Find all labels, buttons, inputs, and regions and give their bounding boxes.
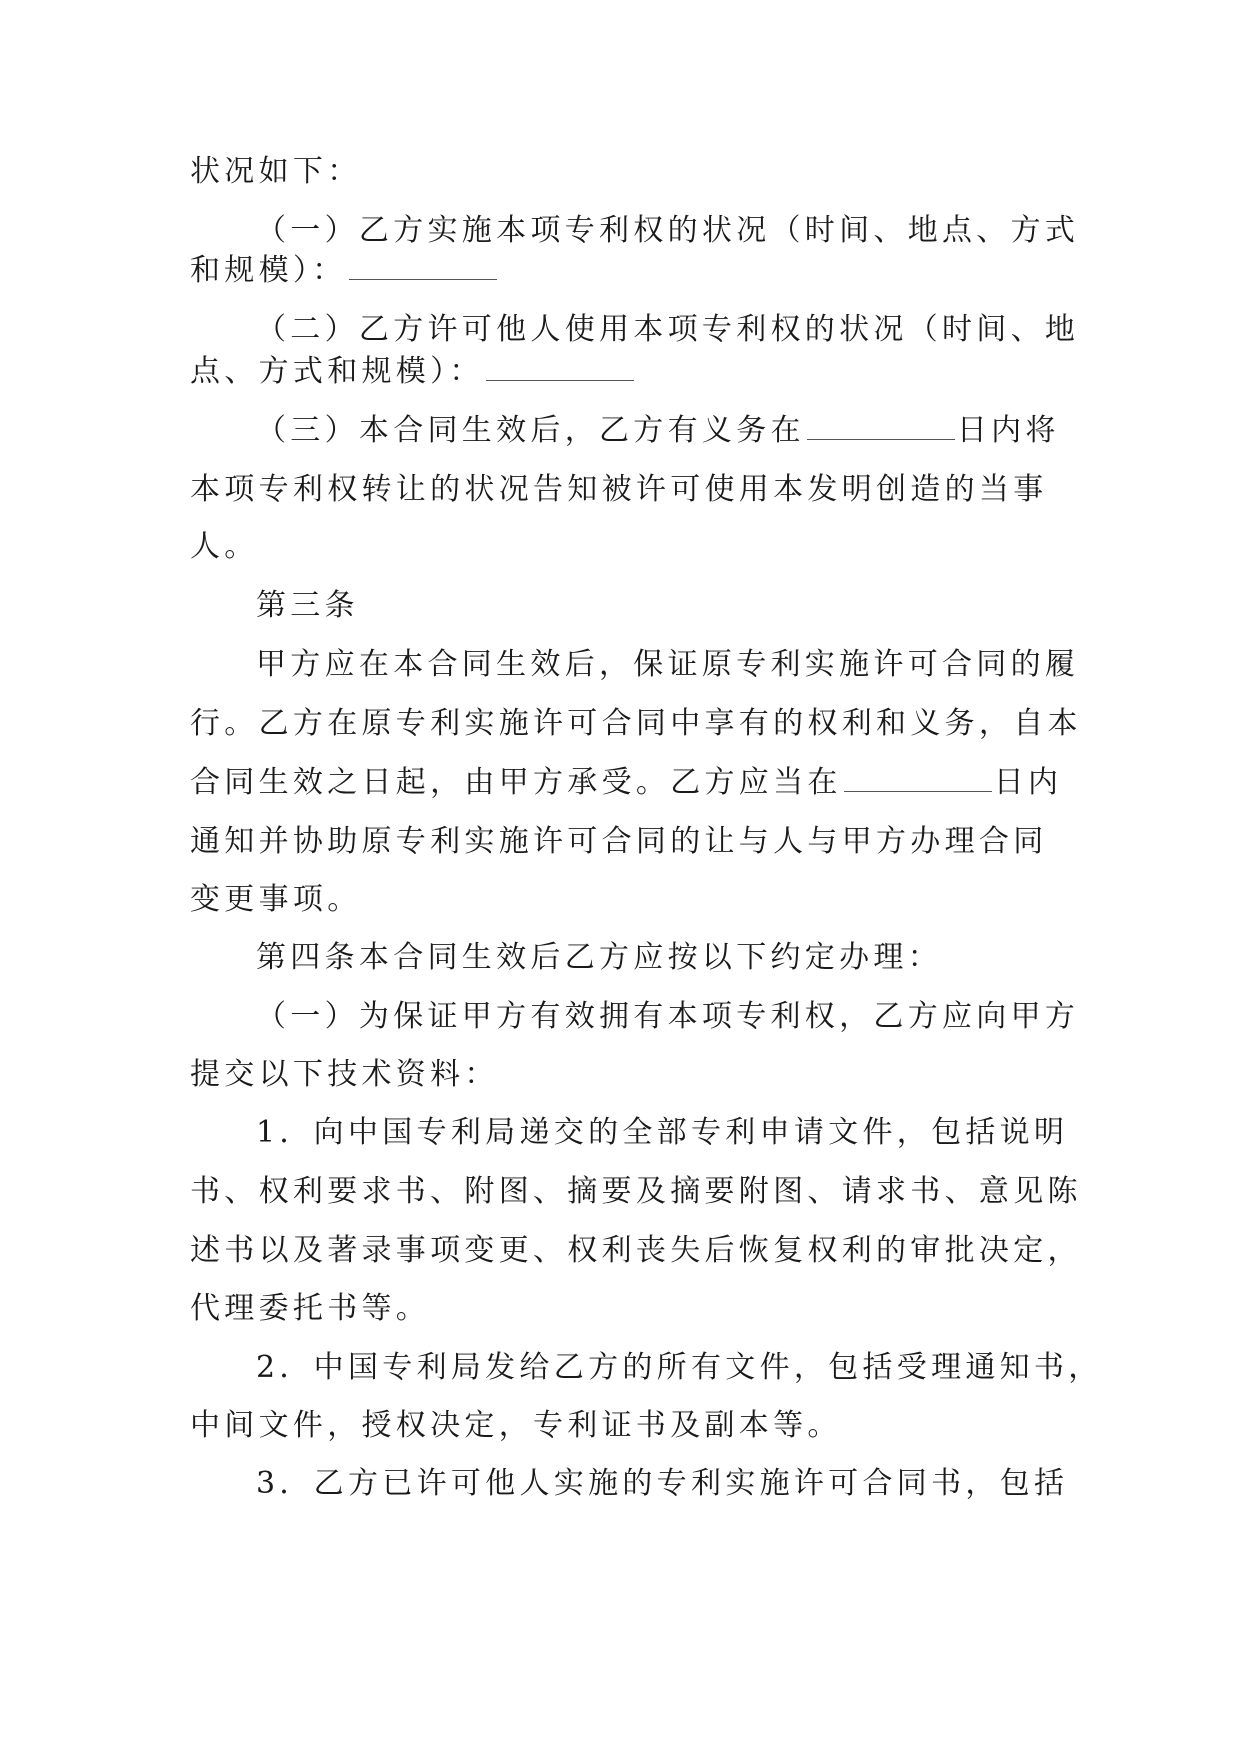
text-line-16 bbox=[256, 997, 1079, 1037]
line-text: 2．中国专利局发给乙方的所有文件，包括受理通知书， bbox=[256, 1350, 1103, 1385]
text-line-4 bbox=[256, 310, 1079, 350]
text-line-20 bbox=[190, 1231, 1082, 1271]
fill-in-blank bbox=[486, 352, 634, 381]
line-text: （一）乙方实施本项专利权的状况（时间、地点、方式 bbox=[256, 213, 1080, 248]
text-line-23 bbox=[190, 1406, 842, 1446]
fill-in-blank bbox=[844, 763, 992, 792]
line-text: 书、权利要求书、附图、摘要及摘要附图、请求书、意见陈 bbox=[190, 1174, 1082, 1209]
text-line-19 bbox=[190, 1172, 1082, 1212]
line-text: 变更事项。 bbox=[190, 882, 362, 917]
line-text: （三）本合同生效后，乙方有义务在 bbox=[256, 413, 805, 448]
line-text: 3．乙方已许可他人实施的专利实施许可合同书，包括 bbox=[256, 1466, 1069, 1501]
text-line-18 bbox=[256, 1113, 1068, 1153]
line-text: 述书以及著录事项变更、权利丧失后恢复权利的审批决定， bbox=[190, 1233, 1082, 1268]
text-line-22 bbox=[256, 1348, 1103, 1388]
line-text: 合同生效之日起，由甲方承受。乙方应当在 bbox=[190, 765, 842, 800]
text-line-10 bbox=[256, 645, 1079, 685]
text-line-6 bbox=[256, 411, 1060, 451]
line-text: 提交以下技术资料： bbox=[190, 1057, 499, 1092]
text-line-14 bbox=[190, 880, 362, 920]
text-line-1 bbox=[190, 152, 362, 192]
text-line-13 bbox=[190, 822, 1048, 862]
text-line-7 bbox=[190, 470, 1048, 510]
line-text: 通知并协助原专利实施许可合同的让与人与甲方办理合同 bbox=[190, 824, 1048, 859]
line-text: 甲方应在本合同生效后，保证原专利实施许可合同的履 bbox=[256, 647, 1080, 682]
fill-in-blank bbox=[349, 251, 497, 280]
text-line-24 bbox=[256, 1464, 1068, 1504]
line-text: （二）乙方许可他人使用本项专利权的状况（时间、地 bbox=[256, 312, 1080, 347]
text-line-12 bbox=[190, 763, 1062, 803]
line-text-after: 日内将 bbox=[956, 413, 1060, 448]
text-line-21 bbox=[190, 1289, 430, 1329]
line-text: 行。乙方在原专利实施许可合同中享有的权利和义务，自本 bbox=[190, 706, 1082, 741]
line-text: 第三条 bbox=[256, 588, 359, 623]
line-text: 本项专利权转让的状况告知被许可使用本发明创造的当事 bbox=[190, 472, 1048, 507]
text-line-8 bbox=[190, 527, 259, 567]
text-line-5 bbox=[190, 352, 636, 392]
text-line-2 bbox=[256, 211, 1079, 251]
line-text-after: 日内 bbox=[993, 765, 1063, 800]
line-text: 1．向中国专利局递交的全部专利申请文件，包括说明 bbox=[256, 1115, 1069, 1150]
line-text: 点、方式和规模）： bbox=[190, 354, 484, 389]
text-line-11 bbox=[190, 704, 1082, 744]
fill-in-blank bbox=[807, 411, 955, 440]
article-heading bbox=[256, 586, 359, 626]
line-text: 人。 bbox=[190, 529, 259, 564]
line-text: 状况如下： bbox=[190, 154, 362, 189]
text-line-17 bbox=[190, 1055, 499, 1095]
line-text: 和规模）： bbox=[190, 253, 347, 288]
line-text: 代理委托书等。 bbox=[190, 1291, 431, 1326]
line-text: （一）为保证甲方有效拥有本项专利权，乙方应向甲方 bbox=[256, 999, 1080, 1034]
line-text: 第四条本合同生效后乙方应按以下约定办理： bbox=[256, 940, 942, 975]
text-line-3 bbox=[190, 251, 499, 291]
article-heading bbox=[256, 938, 942, 978]
line-text: 中间文件，授权决定，专利证书及副本等。 bbox=[190, 1408, 842, 1443]
